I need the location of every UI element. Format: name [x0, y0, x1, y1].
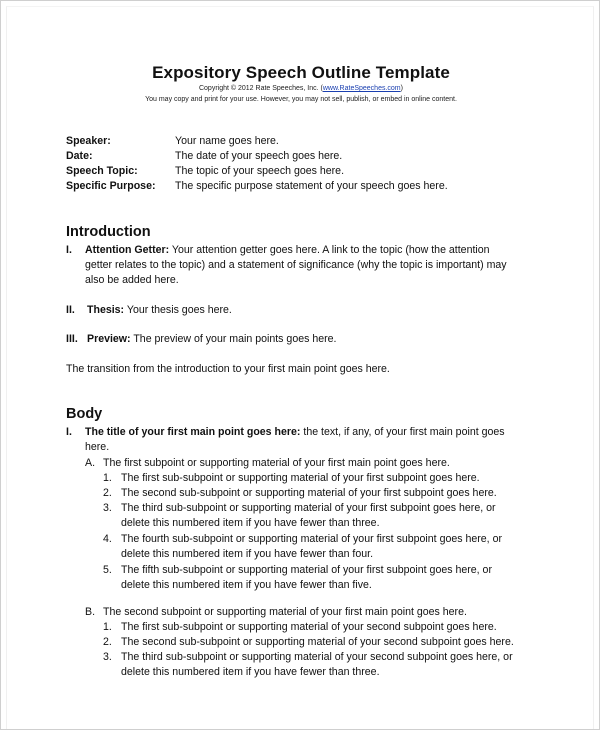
main-point-title: The title of your first main point goes here:: [85, 426, 301, 438]
thesis-label: Thesis:: [87, 304, 125, 316]
a-item-4-text-line-1: The fourth sub-subpoint or supporting material of your first subpoint goes here, or: [121, 533, 502, 545]
a-item-2-number: 2.: [103, 487, 112, 499]
attention-getter-line-1: Attention Getter: Your attention getter goes here. A link to the topic (how the attention: [85, 244, 490, 256]
a-item-5-text-line-1: The fifth sub-subpoint or supporting material of your first subpoint goes here, or: [121, 564, 492, 576]
subpoint-a-letter: A.: [85, 457, 96, 469]
main-point-line-2: here.: [85, 441, 110, 453]
b-item-1-text: The first sub-subpoint or supporting material of your second subpoint goes here.: [121, 621, 497, 633]
speech-topic-value: The topic of your speech goes here.: [175, 165, 345, 177]
a-item-3-text-line-1: The third sub-subpoint or supporting material of your first subpoint goes here, or: [121, 502, 496, 514]
ratespeeches-link[interactable]: www.RateSpeeches.com: [322, 85, 401, 92]
b-item-1-number: 1.: [103, 621, 112, 633]
main-point-line-1: The title of your first main point goes here: the text, if any, of your first main point goes: [85, 426, 505, 438]
speaker-value: Your name goes here.: [175, 135, 279, 147]
b-item-3-text-line-2: delete this numbered item if you have fewer than three.: [121, 666, 380, 678]
copyright-line: [1, 85, 600, 92]
b-item-3-text-line-1: The third sub-subpoint or supporting material of your second subpoint goes here, or: [121, 651, 513, 663]
a-item-3-text-line-2: delete this numbered item if you have fewer than three.: [121, 517, 380, 529]
document-title: Expository Speech Outline Template: [152, 63, 450, 82]
specific-purpose-value: The specific purpose statement of your speech goes here.: [175, 180, 448, 192]
b-item-2-number: 2.: [103, 636, 112, 648]
numeral-iii: III.: [66, 333, 78, 345]
preview-label: Preview:: [87, 333, 131, 345]
thesis-line: Thesis: Your thesis goes here.: [87, 304, 232, 316]
b-item-2-text: The second sub-subpoint or supporting material of your second subpoint goes here.: [121, 636, 514, 648]
date-label: Date:: [66, 150, 93, 162]
a-item-3-number: 3.: [103, 502, 112, 514]
date-value: The date of your speech goes here.: [175, 150, 343, 162]
permission-notice: You may copy and print for your use. However, you may not sell, publish, or embed in online content.: [145, 96, 457, 103]
b-item-3-number: 3.: [103, 651, 112, 663]
transition-text: The transition from the introduction to your first main point goes here.: [66, 363, 390, 375]
introduction-heading: Introduction: [66, 224, 151, 240]
a-item-4-number: 4.: [103, 533, 112, 545]
subpoint-b-letter: B.: [85, 606, 96, 618]
speech-topic-label: Speech Topic:: [66, 165, 138, 177]
body-heading: Body: [66, 406, 103, 422]
a-item-4-text-line-2: delete this numbered item if you have fewer than four.: [121, 548, 374, 560]
attention-getter-line-3: also be added here.: [85, 274, 179, 286]
a-item-1-text: The first sub-subpoint or supporting material of your first subpoint goes here.: [121, 472, 480, 484]
numeral-ii: II.: [66, 304, 75, 316]
numeral-i: I.: [66, 244, 72, 256]
main-point-numeral: I.: [66, 426, 72, 438]
attention-getter-line-2: getter relates to the topic) and a statement of significance (why the topic is important) may: [85, 259, 507, 271]
preview-line: Preview: The preview of your main points goes here.: [87, 333, 337, 345]
a-item-5-number: 5.: [103, 564, 112, 576]
a-item-1-number: 1.: [103, 472, 112, 484]
specific-purpose-label: Specific Purpose:: [66, 180, 156, 192]
subpoint-b-text: The second subpoint or supporting material of your first main point goes here.: [103, 606, 467, 618]
copyright-prefix: Copyright © 2012 Rate Speeches, Inc. (: [198, 85, 323, 92]
a-item-5-text-line-2: delete this numbered item if you have fewer than five.: [121, 579, 372, 591]
speaker-label: Speaker:: [66, 135, 111, 147]
a-item-2-text: The second sub-subpoint or supporting material of your first subpoint goes here.: [121, 487, 497, 499]
attention-getter-label: Attention Getter:: [85, 244, 170, 256]
subpoint-a-text: The first subpoint or supporting material of your first main point goes here.: [103, 457, 450, 469]
copyright-suffix: ): [400, 85, 403, 92]
